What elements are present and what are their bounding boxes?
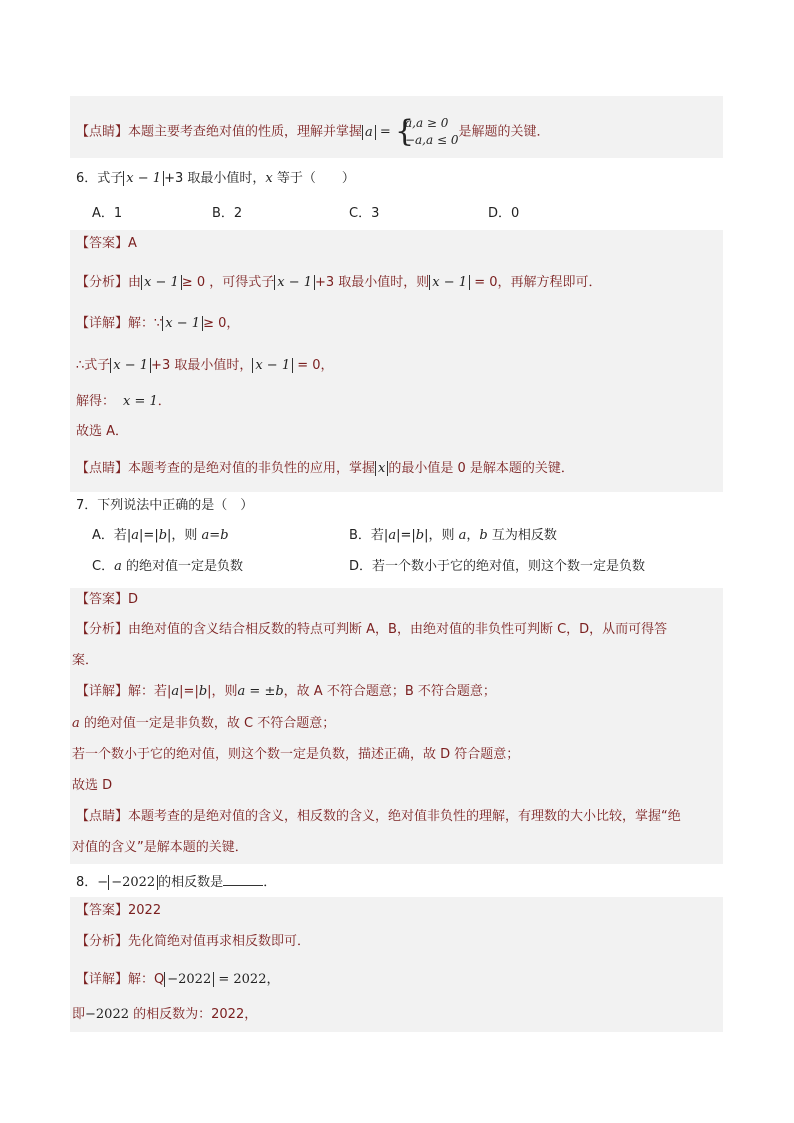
q7-stem: 7．下列说法中正确的是（ ）	[76, 498, 254, 513]
q6-analysis: 【分析】由 x − 1 ≥ 0 ，可得式子 x − 1 +3 取最小值时，则 x − 1 = 0，再解方程即可．	[76, 275, 602, 290]
q6-option-c[interactable]: C．3	[349, 206, 380, 221]
tip-label: 【点睛】	[76, 124, 129, 140]
q7-analysis-1: 【分析】由绝对值的含义结合相反数的特点可判断 A，B，由绝对值的非负性可判断 C，D，从而可得答	[76, 622, 668, 637]
q8-detail-2: 即−2022 的相反数为：2022，	[72, 1007, 258, 1022]
piecewise-definition: { a,a ≥ 0 −a,a ≤ 0	[394, 114, 459, 149]
q8-detail-1: 【详解】解：Q −2022 = 2022，	[76, 972, 280, 987]
q7-detail-4: 故选 D	[72, 778, 113, 793]
q6-option-b[interactable]: B．2	[212, 206, 243, 221]
q7-detail-1: 【详解】解：若|a|=|b|，则a = ±b，故 A 不符合题意；B 不符合题意；	[76, 684, 496, 699]
q5-tip-line: 【点睛】本题主要考查绝对值的性质，理解并掌握 a = { a,a ≥ 0 −a,a ≤ 0是解题的关键．	[76, 114, 550, 149]
q6-detail-3: 解得： x = 1．	[76, 394, 171, 409]
q7-option-a[interactable]: A．若|a|=|b|，则 a=b	[92, 528, 229, 543]
q6-option-a[interactable]: A．1	[92, 206, 123, 221]
q7-tip-1: 【点睛】本题考查的是绝对值的含义，相反数的含义，绝对值非负性的理解，有理数的大小比较，掌握“绝	[76, 809, 681, 824]
q6-stem: 6．式子 x − 1 +3 取最小值时，x 等于（ ）	[76, 171, 355, 186]
q6-detail-4: 故选 A．	[76, 424, 129, 439]
q7-detail-3: 若一个数小于它的绝对值，则这个数一定是负数，描述正确，故 D 符合题意；	[72, 747, 520, 762]
q7-option-c[interactable]: C．a 的绝对值一定是负数	[92, 559, 243, 574]
answer-blank[interactable]	[223, 871, 263, 886]
q8-analysis: 【分析】先化简绝对值再求相反数即可．	[76, 934, 311, 949]
q7-detail-2: a 的绝对值一定是非负数，故 C 不符合题意；	[72, 716, 336, 731]
q7-tip-2: 对值的含义”是解本题的关键．	[72, 840, 248, 855]
q8-answer: 【答案】2022	[76, 903, 162, 918]
q6-option-d[interactable]: D．0	[488, 206, 520, 221]
q6-tip: 【点睛】本题考查的是绝对值的非负性的应用，掌握 x 的最小值是 0 是解本题的关键．	[76, 461, 574, 476]
q8-stem: 8．− −2022 的相反数是 ．	[76, 871, 276, 892]
q6-answer: 【答案】A	[76, 236, 137, 251]
q6-detail-1: 【详解】解：∵ x − 1 ≥ 0，	[76, 316, 240, 331]
q7-option-b[interactable]: B．若|a|=|b|，则 a，b 互为相反数	[349, 528, 557, 543]
q6-detail-2: ∴式子 x − 1 +3 取最小值时， x − 1 = 0，	[76, 358, 334, 373]
q7-option-d[interactable]: D．若一个数小于它的绝对值，则这个数一定是负数	[349, 559, 646, 574]
q7-answer: 【答案】D	[76, 592, 139, 607]
q7-analysis-2: 案．	[72, 653, 99, 668]
